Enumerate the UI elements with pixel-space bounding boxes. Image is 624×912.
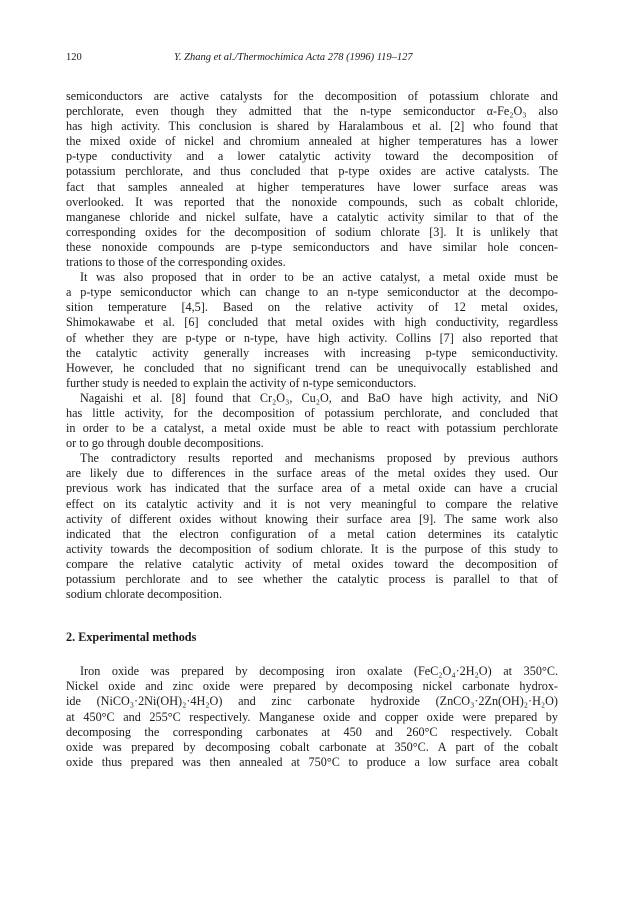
paragraph: [66, 664, 558, 770]
text-line: Nagaishi et al. [8] found that Cr₂O₃, Cu₂O, and BaO have high activity, and NiO: [80, 390, 558, 405]
text-line: However, he concluded that no significant trend can be unequivocally established and: [66, 360, 558, 375]
text-line: activity towards the decomposition of sodium chlorate. It is the purpose of this study to: [66, 541, 558, 556]
text-line: oxide was prepared by decomposing cobalt carbonate at 350°C. A part of the cobalt: [66, 739, 558, 754]
text-line: these nonoxide compounds are p-type semiconductors and have similar hole concen-: [66, 239, 558, 254]
running-head: Y. Zhang et al./Thermochimica Acta 278 (1996) 119–127: [174, 52, 413, 63]
text-line: manganese chloride and nickel sulfate, have a catalytic activity similar to that of the: [66, 209, 558, 224]
text-line: are likely due to differences in the surface areas of the metal oxides they used. Our: [66, 466, 558, 481]
page-header: [66, 52, 556, 70]
text-line: a p-type semiconductor which can change to an n-type semiconductor at the decompo-: [66, 285, 558, 300]
text-line: The contradictory results reported and mechanisms proposed by previous authors: [80, 451, 558, 466]
section-heading: 2. Experimental methods: [66, 630, 197, 645]
text-line: Nickel oxide and zinc oxide were prepared by decomposing nickel carbonate hydrox-: [66, 679, 558, 694]
text-line: semiconductors are active catalysts for the decomposition of potassium chlorate and: [66, 89, 558, 103]
text-line: in order to be a catalyst, a metal oxide must be able to react with potassium perchlorate: [66, 421, 558, 436]
text-line: compare the relative catalytic activity of metal oxides toward the decomposition of: [66, 556, 558, 571]
text-line: previous work has indicated that the surface area of a metal oxide can have a crucial: [66, 481, 558, 496]
text-line: or to go through double decompositions.: [66, 436, 264, 451]
text-line: It was also proposed that in order to be an active catalyst, a metal oxide must be: [80, 270, 558, 285]
article-body: [66, 89, 558, 770]
paragraph: [66, 451, 558, 602]
text-line: ide (NiCO₃·2Ni(OH)₂·4H₂O) and zinc carbonate hydroxide (ZnCO₃·2Zn(OH)₂·H₂O): [66, 694, 558, 709]
text-line: has little activity, for the decomposition of potassium perchlorate, and concluded that: [66, 405, 558, 420]
text-line: effect on its catalytic activity and it is not very meaningful to compare the relative: [66, 496, 558, 511]
text-line: perchlorate, even though they admitted that the n-type semiconductor α-Fe₂O₃ also: [66, 104, 558, 119]
text-line: has high activity. This conclusion is shared by Haralambous et al. [2] who found that: [66, 119, 558, 134]
text-line: corresponding oxides for the decomposition of sodium chlorate [3]. It is unlikely that: [66, 224, 558, 239]
text-line: the mixed oxide of nickel and chromium annealed at higher temperatures has a lower: [66, 134, 558, 149]
paragraph: [66, 391, 558, 451]
text-line: the catalytic activity generally increases with increasing p-type semiconductivity.: [66, 345, 558, 360]
text-line: decomposing the corresponding carbonates at 450 and 260°C respectively. Cobalt: [66, 724, 558, 739]
text-line: potassium perchlorate, and thus concluded that p-type oxides are active catalysts. The: [66, 164, 558, 179]
page-number: 120: [66, 52, 82, 63]
text-line: potassium perchlorate and to see whether the catalytic process is parallel to that of: [66, 572, 558, 586]
text-line: at 450°C and 255°C respectively. Manganese oxide and copper oxide were prepared by: [66, 709, 558, 724]
text-line: Iron oxide was prepared by decomposing iron oxalate (FeC₂O₄·2H₂O) at 350°C.: [80, 664, 558, 679]
text-line: overlooked. It was reported that the nonoxide compounds, such as cobalt chloride,: [66, 194, 558, 209]
text-line: of whether they are p-type or n-type, have high activity. Collins [7] also reported that: [66, 330, 558, 345]
text-line: trations to those of the corresponding oxides.: [66, 255, 286, 270]
paragraph: [66, 89, 558, 270]
text-line: oxide thus prepared was then annealed at 750°C to produce a low surface area cobalt: [66, 754, 558, 769]
text-line: further study is needed to explain the activity of n-type semiconductors.: [66, 375, 417, 390]
text-line: sition temperature [4,5]. Based on the relative activity of 12 metal oxides,: [66, 300, 558, 315]
text-line: activity of different oxides without knowing their surface area [9]. The same work also: [66, 511, 558, 526]
text-line: Shimokawabe et al. [6] concluded that metal oxides with high conductivity, regardless: [66, 315, 558, 330]
text-line: indicated that the electron configuration of a metal cation determines its catalytic: [66, 526, 558, 541]
paragraph: [66, 270, 558, 391]
text-line: fact that samples annealed at higher temperatures have lower surface areas was: [66, 179, 558, 194]
text-line: sodium chlorate decomposition.: [66, 587, 223, 602]
text-line: p-type conductivity and a lower catalytic activity toward the decomposition of: [66, 149, 558, 164]
